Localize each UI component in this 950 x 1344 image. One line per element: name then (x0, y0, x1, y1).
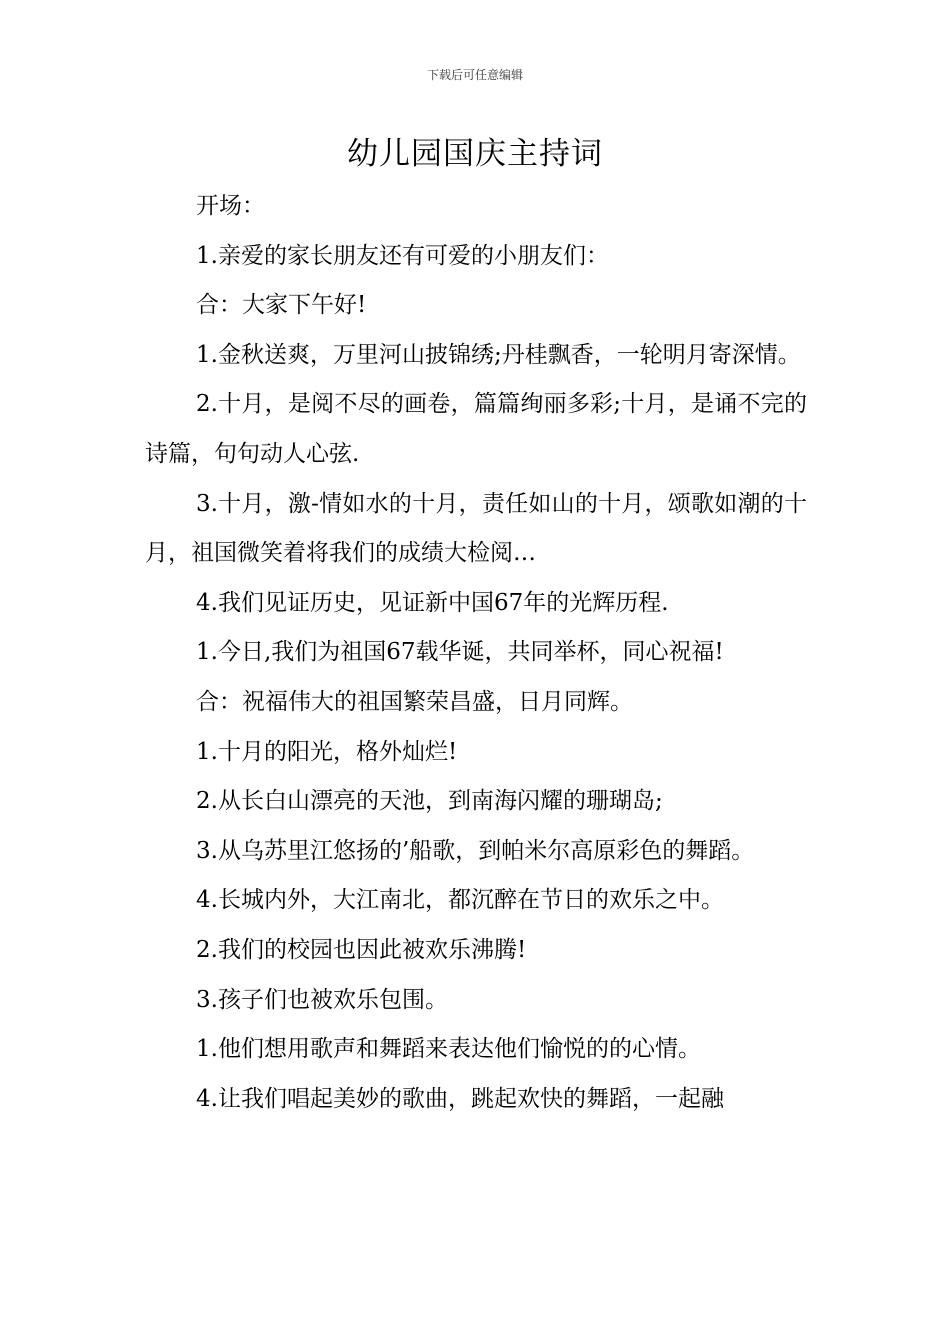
paragraph: 1.亲爱的家长朋友还有可爱的小朋友们： (196, 242, 609, 269)
document-title: 幼儿园国庆主持词 (347, 136, 603, 172)
paragraph: 1.今日,我们为祖国67载华诞，共同举杯，同心祝福! (196, 639, 724, 666)
paragraph: 1.他们想用歌声和舞蹈来表达他们愉悦的的心情。 (196, 1036, 701, 1063)
paragraph: 4.我们见证历史，见证新中国67年的光辉历程. (196, 589, 669, 616)
paragraph: 4.长城内外，大江南北，都沉醉在节日的欢乐之中。 (196, 887, 724, 914)
paragraph: 合：大家下午好! (196, 292, 367, 319)
paragraph: 2.十月，是阅不尽的画卷，篇篇绚丽多彩;十月，是诵不完的诗篇，句句动人心弦. (145, 391, 807, 467)
paragraph: 3.十月，激-情如水的十月，责任如山的十月，颂歌如潮的十月，祖国微笑着将我们的成绩大检阅… (145, 490, 807, 567)
paragraph: 1.十月的阳光，格外灿烂! (196, 738, 458, 765)
paragraph: 1.金秋送爽，万里河山披锦绣;丹桂飘香，一轮明月寄深情。 (196, 341, 801, 368)
document-body (145, 182, 807, 1124)
paragraph: 4.让我们唱起美妙的歌曲，跳起欢快的舞蹈，一起融 (196, 1085, 724, 1112)
paragraph: 合：祝福伟大的祖国繁荣昌盛，日月同辉。 (196, 688, 633, 715)
paragraph: 3.孩子们也被欢乐包围。 (196, 986, 448, 1013)
paragraph: 开场： (196, 193, 265, 219)
paragraph: 2.从长白山漂亮的天池，到南海闪耀的珊瑚岛; (196, 788, 663, 815)
header-note: 下载后可任意编辑 (426, 68, 523, 82)
paragraph: 3.从乌苏里江悠扬的’船歌，到帕米尔高原彩色的舞蹈。 (196, 837, 755, 864)
paragraph: 2.我们的校园也因此被欢乐沸腾! (196, 936, 527, 963)
